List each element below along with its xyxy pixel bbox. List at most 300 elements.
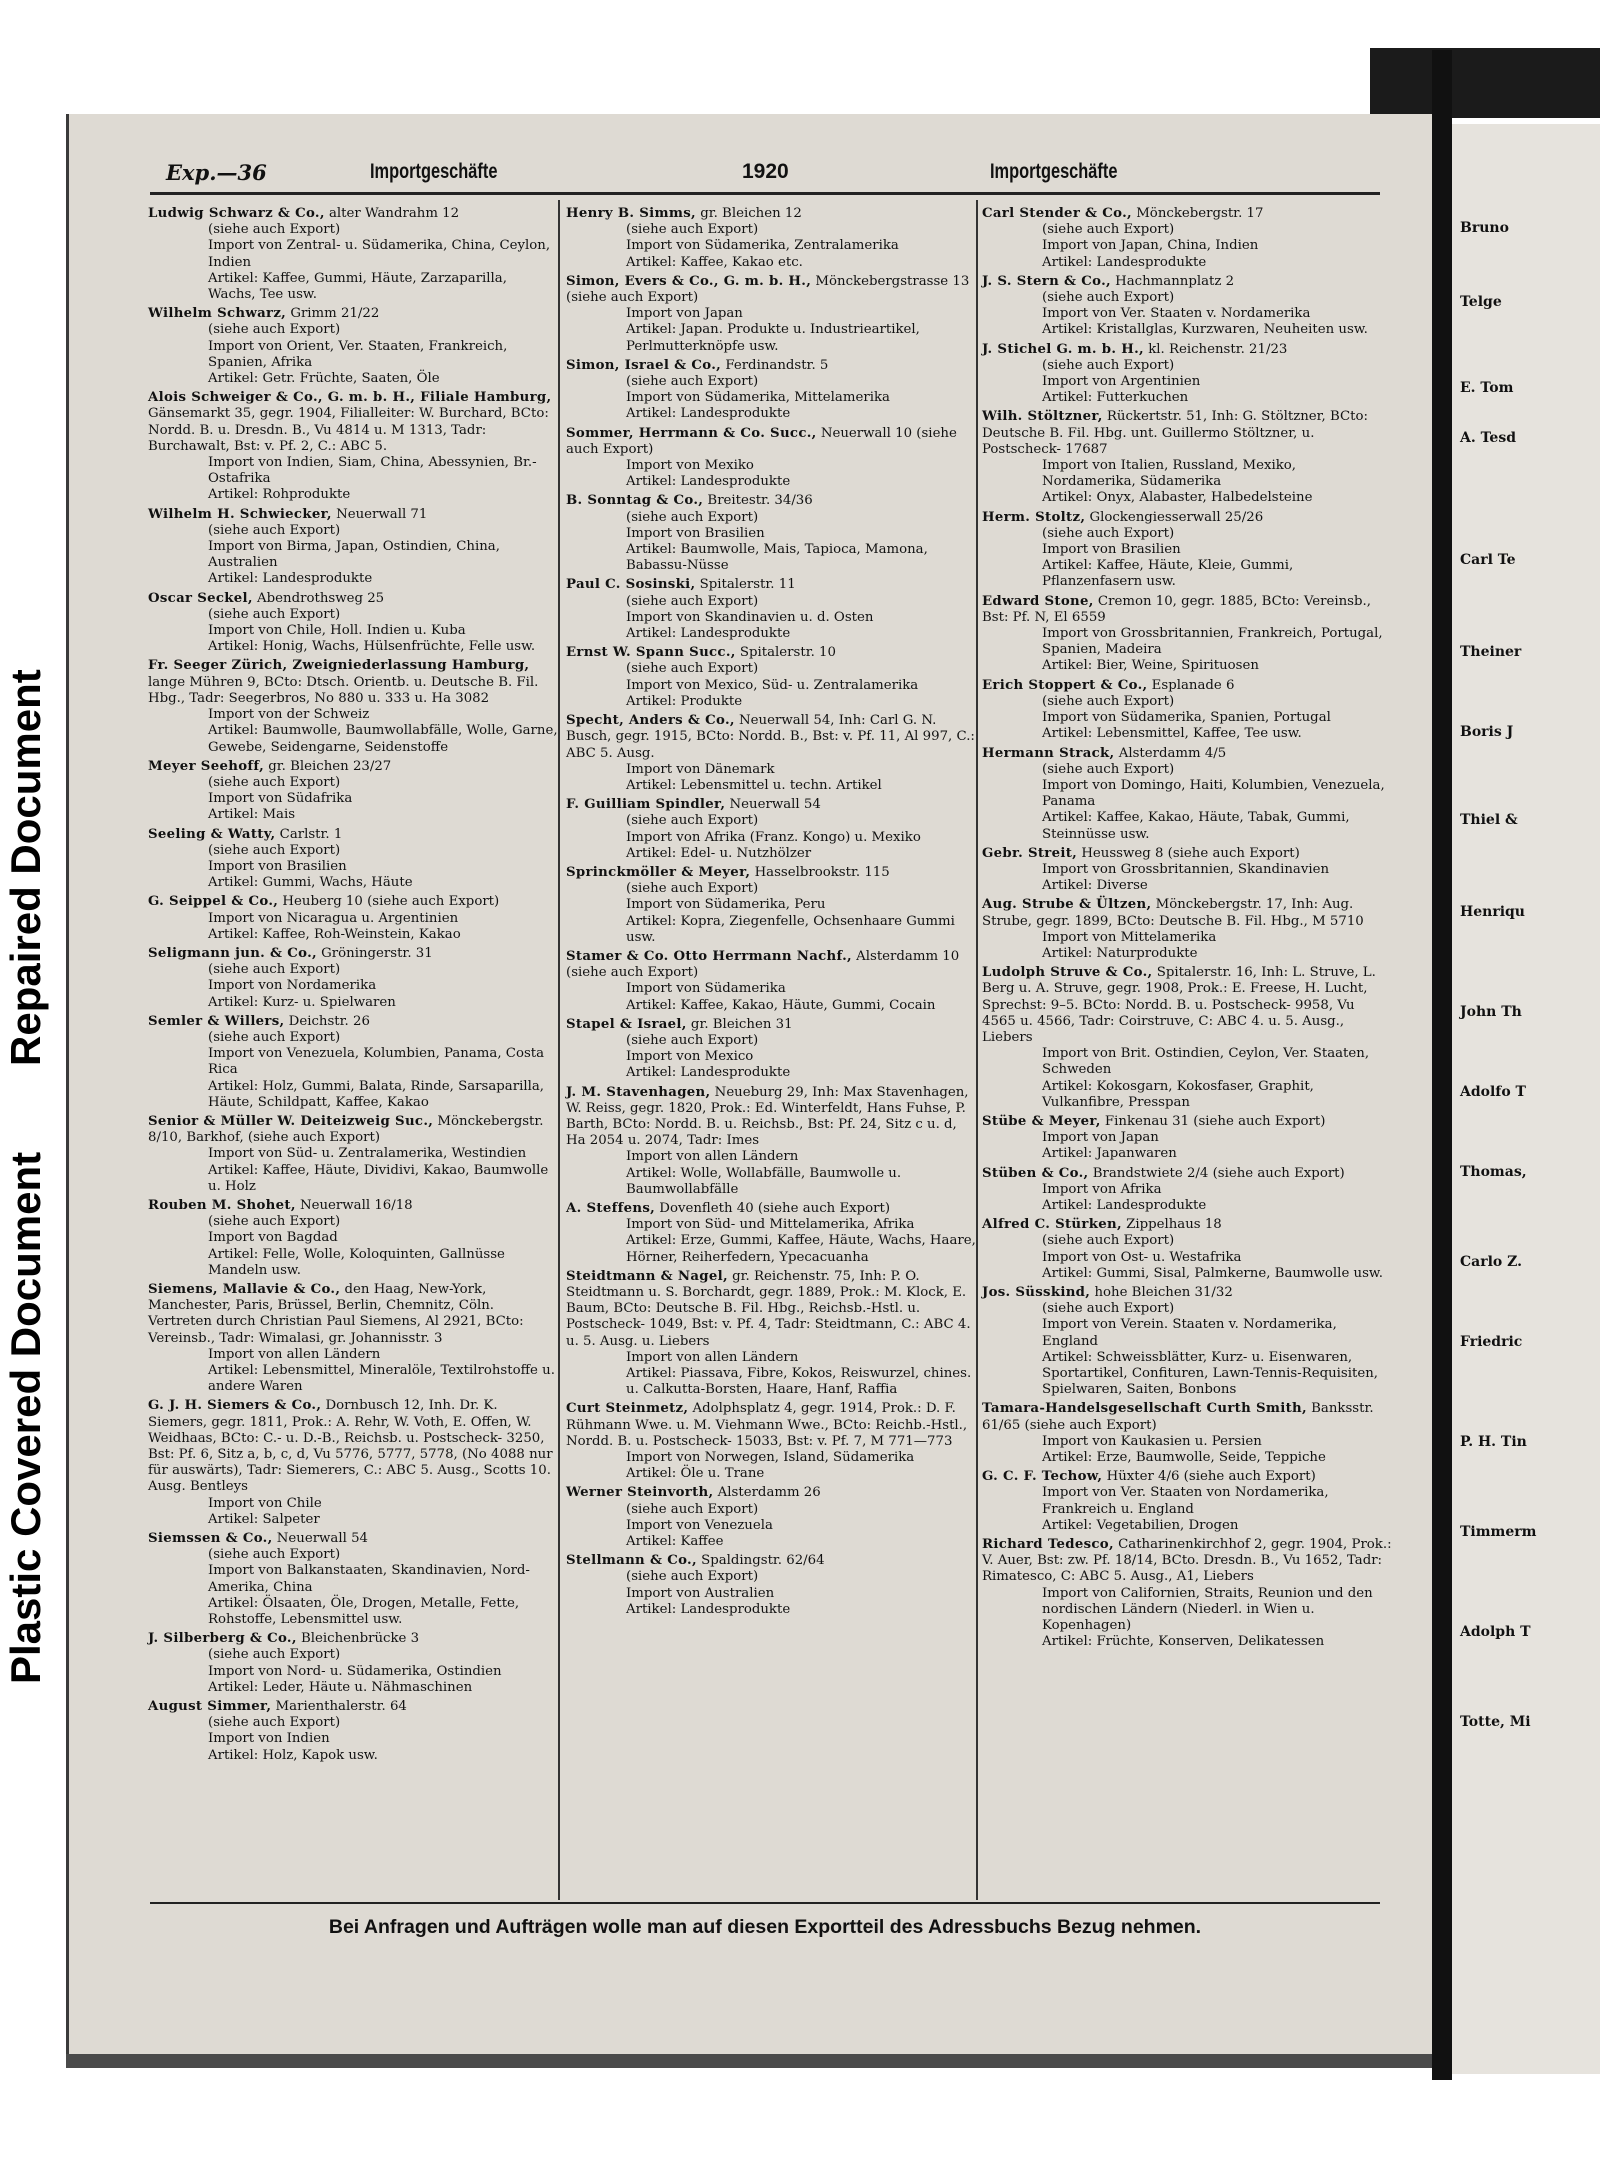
firm-address: Neuerwall 71	[331, 506, 428, 522]
entry-detail-line: (siehe auch Export)	[626, 1032, 759, 1048]
directory-entry	[982, 1166, 1392, 1215]
adjacent-page-entry: Boris J	[1460, 724, 1514, 740]
directory-entry	[566, 1085, 976, 1198]
directory-entry	[148, 1014, 558, 1111]
entry-detail-line: Import von Süd- und Mittelamerika, Afrika	[626, 1217, 915, 1233]
firm-name: Siemssen & Co.,	[148, 1531, 273, 1547]
firm-address: Esplanade 6	[1147, 677, 1235, 693]
entry-detail-line: Artikel: Landesprodukte	[626, 1601, 791, 1617]
directory-entry	[982, 206, 1392, 271]
entry-detail-line: Artikel: Felle, Wolle, Koloquinten, Gallnüsse Mandeln usw.	[208, 1246, 505, 1278]
entry-detail-line: Import von Bagdad	[208, 1230, 338, 1246]
entry-heading	[982, 1166, 1392, 1182]
entry-heading	[148, 206, 558, 222]
entry-detail-line: Import von Süd- u. Zentralamerika, Westindien	[208, 1146, 527, 1162]
entry-heading	[148, 658, 558, 707]
firm-name: Sommer, Herrmann & Co. Succ.,	[566, 425, 817, 441]
adjacent-page-entry: Theiner	[1460, 644, 1522, 660]
entry-heading	[982, 1401, 1392, 1433]
entry-detail-line: Import von Venezuela, Kolumbien, Panama, Costa Rica	[208, 1046, 545, 1078]
entry-heading	[566, 1485, 976, 1501]
firm-name: Seligmann jun. & Co.,	[148, 945, 317, 961]
firm-name: Gebr. Streit,	[982, 845, 1078, 861]
scanner-shadow	[1370, 48, 1600, 118]
entry-heading	[148, 306, 558, 322]
entry-detail-line: (siehe auch Export)	[626, 222, 759, 238]
firm-name: Stamer & Co. Otto Herrmann Nachf.,	[566, 948, 852, 964]
adjacent-page-entry: Henriqu	[1460, 904, 1525, 920]
entry-heading	[982, 678, 1392, 694]
adjacent-page-entry: Bruno	[1460, 220, 1509, 236]
entry-detail-line: (siehe auch Export)	[208, 1647, 341, 1663]
entry-heading	[148, 1398, 558, 1495]
directory-entry	[148, 206, 558, 303]
footer-note: Bei Anfragen und Aufträgen wolle man auf diesen Exportteil des Adressbuchs Bezug nehmen.	[328, 1916, 1202, 1938]
adjacent-page-entry: Friedric	[1460, 1334, 1523, 1350]
entry-detail-line: Artikel: Gummi, Sisal, Palmkerne, Baumwolle usw.	[1042, 1265, 1383, 1281]
directory-entry	[982, 1537, 1392, 1650]
adjacent-page-entry: Carl Te	[1460, 552, 1516, 568]
entry-detail-line: Import von Ost- u. Westafrika	[1042, 1249, 1242, 1265]
entry-detail-line: Artikel: Japan. Produkte u. Industrieartikel, Perlmutterknöpfe usw.	[626, 322, 920, 354]
page-year: 1920	[742, 160, 789, 183]
entry-detail-line: (siehe auch Export)	[626, 593, 759, 609]
entry-heading	[566, 1553, 976, 1569]
firm-address: Neuerwall 10 (siehe auch Export)	[566, 425, 957, 457]
directory-entry	[566, 1017, 976, 1082]
firm-address: Dornbusch 12, Inh. Dr. K. Siemers, gegr. 1811, Prok.: A. Rehr, W. Voth, E. Offen, W. Weidhaas, BCto: C.- u. D.-B., Reichsb. u. Postscheck- 3250, Bst: Pf. 6, Sitz a, b, c, d, Vu 5776, 5777, 5778, (No 4088 nur für auswärts), Tadr: Siemerers, C.: ABC 5. Ausg., Scotts 10. Ausg. Bentleys	[148, 1398, 553, 1495]
directory-entry	[148, 390, 558, 503]
entry-detail-line: Import von Mexico	[626, 1049, 754, 1065]
firm-address: Grimm 21/22	[286, 306, 380, 322]
directory-entry	[566, 1201, 976, 1266]
entry-heading	[566, 1201, 976, 1217]
directory-entry	[982, 594, 1392, 675]
adjacent-page-entry: Telge	[1460, 294, 1502, 310]
entry-detail-line: Import von Ver. Staaten v. Nordamerika	[1042, 306, 1311, 322]
listing-column-3	[982, 206, 1392, 1653]
directory-entry	[982, 274, 1392, 339]
entry-detail-line: (siehe auch Export)	[208, 962, 341, 978]
entry-heading	[982, 1537, 1392, 1586]
footer-rule	[150, 1902, 1380, 1904]
firm-name: August Simmer,	[148, 1699, 272, 1715]
firm-address: Neueburg 29, Inh: Max Stavenhagen, W. Reiss, gegr. 1820, Prok.: Ed. Winterfeldt, Hans Fuhse, P. Barth, BCto: Nordd. B. u. Reichsb., Bst: Pf. 24, Sitz c u. d, Ha 2054 u. 2074, Tadr: Imes	[566, 1084, 969, 1149]
entry-detail-line: Artikel: Produkte	[626, 693, 743, 709]
adjacent-page-entry: Adolfo T	[1460, 1084, 1526, 1100]
entry-detail-line: Import von Australien	[626, 1585, 775, 1601]
entry-detail-line: Artikel: Bier, Weine, Spirituosen	[1042, 658, 1259, 674]
directory-entry	[982, 846, 1392, 895]
directory-entry	[148, 306, 558, 387]
firm-name: Edward Stone,	[982, 593, 1094, 609]
firm-address: Brandstwiete 2/4 (siehe auch Export)	[1088, 1165, 1345, 1181]
adjacent-page-entry: Thiel &	[1460, 812, 1518, 828]
entry-detail-line: Artikel: Landesprodukte	[626, 1065, 791, 1081]
firm-address: Heuberg 10 (siehe auch Export)	[278, 894, 500, 910]
adjacent-page-entry: John Th	[1460, 1004, 1522, 1020]
entry-detail-line: Artikel: Landesprodukte	[208, 571, 373, 587]
entry-heading	[566, 713, 976, 762]
firm-address: Heussweg 8 (siehe auch Export)	[1077, 845, 1300, 861]
directory-entry	[982, 510, 1392, 591]
entry-heading	[566, 1017, 976, 1033]
directory-entry	[566, 1269, 976, 1399]
entry-heading	[982, 1217, 1392, 1233]
directory-entry	[566, 1485, 976, 1550]
entry-detail-line: Artikel: Diverse	[1042, 878, 1148, 894]
firm-name: Wilhelm H. Schwiecker,	[148, 506, 332, 522]
firm-name: Ludolph Struve & Co.,	[982, 965, 1153, 981]
firm-name: Wilhelm Schwarz,	[148, 306, 287, 322]
running-title-right: Importgeschäfte	[990, 160, 1118, 183]
directory-entry	[148, 1198, 558, 1279]
side-label-repaired: Repaired Document	[2, 669, 49, 1066]
entry-detail-line: Import von allen Ländern	[626, 1149, 799, 1165]
entry-heading	[148, 591, 558, 607]
directory-entry	[566, 358, 976, 423]
entry-heading	[566, 1269, 976, 1350]
firm-name: J. Stichel G. m. b. H.,	[982, 341, 1144, 357]
entry-detail-line: Import von Birma, Japan, Ostindien, China, Australien	[208, 539, 500, 571]
entry-detail-line: Artikel: Früchte, Konserven, Delikatessen	[1042, 1634, 1325, 1650]
entry-detail-line: (siehe auch Export)	[208, 842, 341, 858]
entry-detail-line: Import von Indien	[208, 1731, 330, 1747]
entry-detail-line: Artikel: Lebensmittel, Kaffee, Tee usw.	[1042, 726, 1302, 742]
firm-address: Alsterdamm 10 (siehe auch Export)	[566, 948, 960, 981]
entry-detail-line: Import von Dänemark	[626, 761, 775, 777]
entry-detail-line: Import von Domingo, Haiti, Kolumbien, Venezuela, Panama	[1042, 777, 1385, 810]
firm-name: Henry B. Simms,	[566, 206, 696, 221]
entry-detail-line: (siehe auch Export)	[626, 374, 759, 390]
entry-detail-line: Import von allen Ländern	[208, 1346, 381, 1362]
directory-entry	[148, 1114, 558, 1195]
directory-entry	[566, 493, 976, 574]
firm-address: Catharinenkirchhof 2, gegr. 1904, Prok.: V. Auer, Bst: zw. Pf. 18/14, BCto. Dresdn. B., Vu 1652, Tadr: Rimatesco, C: ABC 5. Ausg., A1, Liebers	[982, 1537, 1392, 1585]
entry-detail-line: Artikel: Edel- u. Nutzhölzer	[626, 845, 812, 861]
firm-name: Seeling & Watty,	[148, 826, 276, 842]
directory-entry	[566, 1401, 976, 1482]
entry-detail-line: Artikel: Baumwolle, Baumwollabfälle, Wolle, Garne, Gewebe, Seidengarne, Seidenstoffe	[208, 723, 558, 755]
directory-entry	[982, 965, 1392, 1111]
directory-entry	[982, 746, 1392, 843]
entry-detail-line: Import von Japan	[626, 306, 743, 322]
firm-address: gr. Bleichen 31	[686, 1016, 793, 1032]
entry-detail-line: Artikel: Kristallglas, Kurzwaren, Neuheiten usw.	[1042, 322, 1368, 338]
firm-name: J. S. Stern & Co.,	[982, 273, 1111, 289]
firm-address: alter Wandrahm 12	[324, 206, 460, 221]
directory-entry	[148, 894, 558, 943]
entry-detail-line: Artikel: Lebensmittel, Mineralöle, Textilrohstoffe u. andere Waren	[208, 1363, 555, 1395]
entry-detail-line: Import von Afrika (Franz. Kongo) u. Mexiko	[626, 829, 921, 845]
entry-detail-line: Artikel: Landesprodukte	[1042, 1197, 1207, 1213]
entry-heading	[982, 409, 1392, 458]
entry-heading	[148, 946, 558, 962]
entry-heading	[148, 1014, 558, 1030]
entry-detail-line: (siehe auch Export)	[208, 222, 341, 238]
directory-entry	[566, 1553, 976, 1618]
directory-entry	[566, 949, 976, 1014]
entry-detail-line: Artikel: Naturprodukte	[1042, 945, 1198, 961]
entry-detail-line: Import von Südamerika, Spanien, Portugal	[1042, 710, 1331, 726]
entry-detail-line: Import von Mittelamerika	[1042, 929, 1217, 945]
entry-detail-line: Artikel: Kaffee, Kakao, Häute, Gummi, Cocain	[626, 997, 936, 1013]
entry-detail-line: Import von Südamerika, Peru	[626, 897, 826, 913]
firm-address: Hasselbrookstr. 115	[750, 864, 890, 880]
entry-detail-line: Import von Mexiko	[626, 458, 754, 474]
directory-entry	[148, 1699, 558, 1764]
directory-entry	[148, 827, 558, 892]
firm-name: A. Steffens,	[566, 1200, 656, 1216]
firm-name: Semler & Willers,	[148, 1013, 285, 1029]
directory-entry	[982, 1217, 1392, 1282]
directory-entry	[148, 591, 558, 656]
entry-detail-line: Artikel: Wolle, Wollabfälle, Baumwolle u. Baumwollabfälle	[626, 1165, 902, 1197]
entry-detail-line: (siehe auch Export)	[1042, 1233, 1175, 1249]
firm-address: Marienthalerstr. 64	[271, 1699, 407, 1715]
directory-entry	[148, 1282, 558, 1395]
directory-entry	[148, 1631, 558, 1696]
directory-entry	[148, 759, 558, 824]
entry-detail-line: Artikel: Vegetabilien, Drogen	[1042, 1517, 1239, 1533]
entry-detail-line: Import von Grossbritannien, Skandinavien	[1042, 861, 1330, 877]
firm-name: Jos. Süsskind,	[982, 1285, 1091, 1300]
adjacent-page-entry: P. H. Tin	[1460, 1434, 1527, 1450]
entry-detail-line: Artikel: Ölsaaten, Öle, Drogen, Metalle, Fette, Rohstoffe, Lebensmittel usw.	[208, 1595, 520, 1628]
directory-entry	[982, 409, 1392, 506]
entry-detail-line: Artikel: Schweissblätter, Kurz- u. Eisenwaren, Sportartikel, Confituren, Lawn-Tennis-Requisiten, Spielwaren, Saiten, Bonbons	[1042, 1349, 1379, 1398]
entry-detail-line: Artikel: Holz, Gummi, Balata, Rinde, Sarsaparilla, Häute, Schildpatt, Kaffee, Kakao	[208, 1078, 544, 1110]
entry-detail-line: Import von Ver. Staaten von Nordamerika, Frankreich u. England	[1042, 1485, 1329, 1517]
entry-detail-line: Import von Südamerika	[626, 981, 786, 997]
entry-heading	[566, 949, 976, 981]
directory-entry	[982, 342, 1392, 407]
entry-detail-line: Import von Japan, China, Indien	[1042, 238, 1259, 254]
firm-address: Abendrothsweg 25	[252, 590, 385, 606]
firm-address: Deichstr. 26	[284, 1013, 370, 1029]
firm-address: Hüxter 4/6 (siehe auch Export)	[1102, 1469, 1316, 1485]
entry-heading	[566, 206, 976, 222]
firm-name: B. Sonntag & Co.,	[566, 493, 704, 509]
entry-detail-line: Import von Südamerika, Zentralamerika	[626, 238, 899, 254]
firm-address: Bleichenbrücke 3	[296, 1631, 420, 1647]
entry-detail-line: Artikel: Landesprodukte	[626, 474, 791, 490]
firm-address: Spitalerstr. 11	[695, 577, 796, 593]
firm-name: Stüben & Co.,	[982, 1165, 1089, 1181]
firm-name: Sprinckmöller & Meyer,	[566, 864, 751, 880]
entry-detail-line: Artikel: Öle u. Trane	[626, 1466, 765, 1482]
firm-address: Hachmannplatz 2	[1110, 273, 1235, 289]
header-rule	[150, 192, 1380, 195]
firm-name: Wilh. Stöltzner,	[982, 409, 1103, 425]
entry-detail-line: (siehe auch Export)	[208, 1029, 341, 1045]
firm-name: Herm. Stoltz,	[982, 509, 1086, 525]
entry-detail-line: Artikel: Leder, Häute u. Nähmaschinen	[208, 1679, 473, 1695]
firm-name: Carl Stender & Co.,	[982, 206, 1132, 221]
entry-detail-line: (siehe auch Export)	[1042, 1301, 1175, 1317]
entry-detail-line: Artikel: Piassava, Fibre, Kokos, Reiswurzel, chines. u. Calkutta-Borsten, Haare, Hanf, Raffia	[626, 1366, 972, 1398]
entry-heading	[148, 894, 558, 910]
entry-detail-line: Artikel: Kaffee, Häute, Dividivi, Kakao, Baumwolle u. Holz	[208, 1162, 549, 1194]
entry-heading	[982, 206, 1392, 222]
firm-name: Meyer Seehoff,	[148, 758, 265, 774]
directory-entry	[982, 1285, 1392, 1398]
firm-address: gr. Reichenstr. 75, Inh: P. O. Steidtmann u. S. Borchardt, gegr. 1889, Prok.: M. Klock, E. Baum, BCto: Deutsche B. Fil. Hbg., Reichsb.-Hstl. u. Postscheck- 1049, Bst: v. Pf. 4, Tadr: Steidtmann, C.: ABC 4. u. 5. Ausg. u. Liebers	[566, 1268, 971, 1349]
entry-detail-line: Import von Japan	[1042, 1130, 1159, 1146]
entry-heading	[982, 594, 1392, 626]
firm-name: Alois Schweiger & Co., G. m. b. H., Filiale Hamburg,	[148, 390, 552, 406]
directory-entry	[148, 1398, 558, 1528]
firm-address: Zippelhaus 18	[1121, 1217, 1222, 1233]
entry-detail-line: Import von Orient, Ver. Staaten, Frankreich, Spanien, Afrika	[208, 338, 508, 370]
directory-entry	[982, 1401, 1392, 1466]
entry-heading	[566, 645, 976, 661]
entry-heading	[982, 897, 1392, 929]
firm-address: Gröningerstr. 31	[316, 945, 433, 961]
directory-entry	[982, 1114, 1392, 1163]
side-annotation-strip	[0, 0, 58, 2177]
firm-address: Gänsemarkt 35, gegr. 1904, Filialleiter: W. Burchard, BCto: Nordd. B. u. Dresdn. B., Vu 4814 u. M 1313, Tadr: Burchawalt, Bst: v. Pf. 2, C.: ABC 5.	[148, 406, 549, 454]
entry-heading	[982, 746, 1392, 762]
entry-heading	[148, 1198, 558, 1214]
entry-heading	[566, 797, 976, 813]
directory-entry	[148, 507, 558, 588]
entry-detail-line: Artikel: Kopra, Ziegenfelle, Ochsenhaare Gummi usw.	[626, 913, 955, 945]
adjacent-page-entry: Thomas,	[1460, 1164, 1527, 1180]
entry-detail-line: Import von Chile	[208, 1495, 322, 1511]
entry-heading	[148, 1531, 558, 1547]
firm-name: F. Guilliam Spindler,	[566, 797, 726, 813]
firm-address: Neuerwall 54	[725, 797, 821, 813]
entry-detail-line: (siehe auch Export)	[208, 522, 341, 538]
directory-entry	[982, 1469, 1392, 1534]
firm-address: Spaldingstr. 62/64	[696, 1553, 825, 1569]
firm-address: Carlstr. 1	[275, 826, 343, 842]
entry-heading	[982, 1285, 1392, 1301]
firm-name: Senior & Müller W. Deiteizweig Suc.,	[148, 1113, 434, 1129]
firm-name: Stellmann & Co.,	[566, 1553, 697, 1569]
directory-entry	[148, 946, 558, 1011]
firm-name: Ludwig Schwarz & Co.,	[148, 206, 325, 221]
entry-heading	[566, 865, 976, 881]
firm-address: hohe Bleichen 31/32	[1090, 1285, 1233, 1300]
firm-address: Breitestr. 34/36	[703, 493, 813, 509]
entry-detail-line: Artikel: Rohprodukte	[208, 487, 351, 503]
page-edge	[66, 2054, 1432, 2068]
entry-heading	[148, 507, 558, 523]
adjacent-page-entry: Totte, Mi	[1460, 1714, 1531, 1730]
entry-detail-line: Artikel: Salpeter	[208, 1511, 320, 1527]
firm-address: gr. Bleichen 12	[695, 206, 802, 221]
side-label-plastic-covered: Plastic Covered Document	[2, 1151, 49, 1684]
entry-detail-line: Import von Kaukasien u. Persien	[1042, 1433, 1262, 1449]
entry-detail-line: Import von der Schweiz	[208, 707, 370, 723]
entry-detail-line: Artikel: Kurz- u. Spielwaren	[208, 994, 396, 1010]
firm-name: Rouben M. Shohet,	[148, 1197, 296, 1213]
directory-entry	[566, 426, 976, 491]
entry-heading	[148, 1699, 558, 1715]
firm-name: Oscar Seckel,	[148, 590, 253, 606]
firm-address: gr. Bleichen 23/27	[264, 758, 392, 774]
entry-detail-line: Import von Südamerika, Mittelamerika	[626, 390, 890, 406]
directory-entry	[148, 658, 558, 755]
entry-detail-line: Import von Italien, Russland, Mexiko, Nordamerika, Südamerika	[1042, 458, 1296, 490]
entry-detail-line: Import von Südafrika	[208, 791, 353, 807]
firm-address: Dovenfleth 40 (siehe auch Export)	[655, 1200, 891, 1216]
entry-detail-line: Import von Brasilien	[208, 858, 347, 874]
firm-address: Mönckebergstr. 17, Inh: Aug. Strube, gegr. 1899, BCto: Deutsche B. Fil. Hbg., M 5710	[982, 897, 1364, 929]
entry-detail-line: Import von Argentinien	[1042, 374, 1201, 390]
entry-detail-line: (siehe auch Export)	[626, 881, 759, 897]
firm-address: Ferdinandstr. 5	[721, 357, 829, 373]
entry-detail-line: (siehe auch Export)	[208, 1715, 341, 1731]
firm-address: Adolphsplatz 4, gegr. 1914, Prok.: D. F. Rühmann Wwe. u. M. Viehmann Wwe., BCto: Reichb.-Hstl., Nordd. B. u. Postscheck- 15033, Bst: v. Pf. 7, M 771—773	[566, 1401, 968, 1449]
entry-heading	[982, 846, 1392, 862]
entry-detail-line: Artikel: Kaffee, Gummi, Häute, Zarzaparilla, Wachs, Tee usw.	[208, 270, 507, 303]
running-title-left: Importgeschäfte	[370, 160, 498, 183]
firm-address: Rückertstr. 51, Inh: G. Stöltzner, BCto: Deutsche B. Fil. Hbg. unt. Guillermo Stöltzner, u. Postscheck- 17687	[982, 409, 1369, 457]
entry-detail-line: Artikel: Kaffee, Roh-Weinstein, Kakao	[208, 926, 461, 942]
entry-heading	[148, 759, 558, 775]
entry-detail-line: Artikel: Erze, Gummi, Kaffee, Häute, Wachs, Haare, Hörner, Reiherfedern, Ypecacuanha	[626, 1233, 976, 1265]
adjacent-page	[1452, 124, 1600, 2074]
entry-detail-line: Artikel: Kokosgarn, Kokosfaser, Graphit, Vulkanfibre, Presspan	[1042, 1078, 1314, 1110]
entry-heading	[982, 342, 1392, 358]
entry-detail-line: Import von Nicaragua u. Argentinien	[208, 910, 459, 926]
entry-detail-line: Import von Indien, Siam, China, Abessynien, Br.-Ostafrika	[208, 455, 537, 487]
entry-detail-line: Import von Venezuela	[626, 1517, 773, 1533]
firm-address: Alsterdamm 4/5	[1114, 745, 1227, 761]
firm-name: G. J. H. Siemers & Co.,	[148, 1398, 322, 1414]
entry-detail-line: Artikel: Erze, Baumwolle, Seide, Teppiche	[1042, 1450, 1326, 1466]
firm-name: Richard Tedesco,	[982, 1537, 1114, 1553]
firm-name: Specht, Anders & Co.,	[566, 713, 735, 729]
firm-address: Neuerwall 16/18	[295, 1197, 413, 1213]
listing-column-1	[148, 206, 558, 1767]
directory-entry	[566, 713, 976, 794]
entry-heading	[148, 1114, 558, 1146]
adjacent-page-entry: Carlo Z.	[1460, 1254, 1522, 1270]
entry-detail-line: Import von Zentral- u. Südamerika, China, Ceylon, Indien	[208, 238, 551, 270]
firm-name: Simon, Evers & Co., G. m. b. H.,	[566, 273, 812, 289]
listing-column-2	[566, 206, 976, 1621]
entry-detail-line: Import von Brasilien	[1042, 542, 1181, 558]
directory-entry	[982, 897, 1392, 962]
adjacent-page-entry: Adolph T	[1460, 1624, 1531, 1640]
directory-entry	[566, 645, 976, 710]
entry-detail-line: (siehe auch Export)	[208, 1547, 341, 1563]
entry-detail-line: (siehe auch Export)	[208, 774, 341, 790]
directory-entry	[566, 274, 976, 355]
firm-name: Tamara-Handelsgesellschaft Curth Smith,	[982, 1401, 1307, 1417]
entry-detail-line: Artikel: Kaffee, Kakao etc.	[626, 254, 803, 270]
entry-detail-line: Artikel: Gummi, Wachs, Häute	[208, 875, 413, 891]
firm-address: Mönckebergstr. 17	[1131, 206, 1264, 221]
firm-name: G. Seippel & Co.,	[148, 894, 279, 910]
entry-detail-line: Artikel: Onyx, Alabaster, Halbedelsteine	[1042, 490, 1313, 506]
entry-heading	[148, 1282, 558, 1347]
entry-detail-line: (siehe auch Export)	[626, 509, 759, 525]
adjacent-page-entry: A. Tesd	[1460, 430, 1516, 446]
entry-detail-line: Import von Balkanstaaten, Skandinavien, Nord-Amerika, China	[208, 1563, 530, 1595]
entry-heading	[566, 1085, 976, 1150]
firm-name: Fr. Seeger Zürich, Zweigniederlassung Hamburg,	[148, 658, 530, 674]
entry-detail-line: Import von allen Ländern	[626, 1349, 799, 1365]
firm-address: Mönckebergstrasse 13 (siehe auch Export)	[566, 273, 970, 306]
entry-heading	[982, 965, 1392, 1046]
firm-address: den Haag, New-York, Manchester, Paris, Brüssel, Berlin, Chemnitz, Cöln. Vertreten durch Christian Paul Siemens, Al 2921, BCto: Vereinsb., Tadr: Wimalasi, gr. Johannisstr. 3	[148, 1282, 524, 1346]
entry-detail-line: Artikel: Holz, Kapok usw.	[208, 1747, 378, 1763]
